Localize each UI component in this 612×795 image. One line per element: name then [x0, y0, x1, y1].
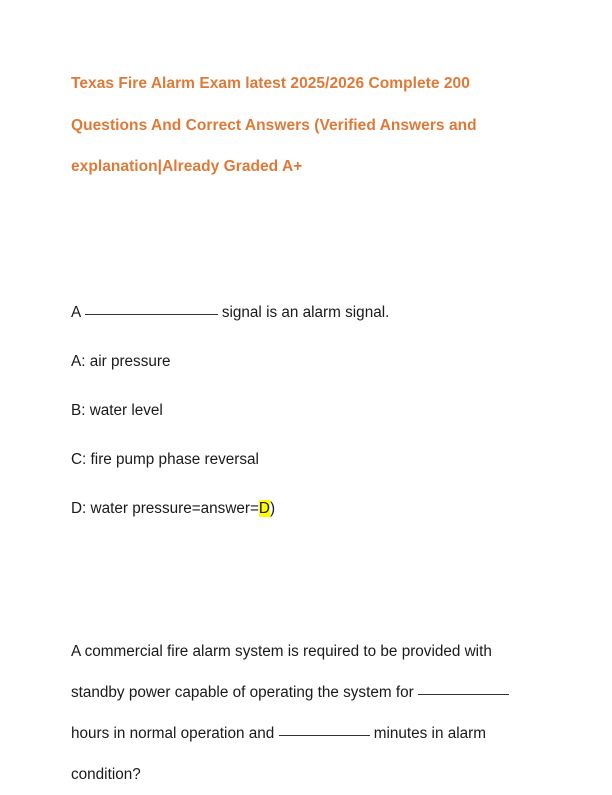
question-2-text [71, 631, 539, 795]
question-1-option-d [71, 484, 541, 533]
question-2-blank-hours [418, 694, 509, 695]
question-1-stem-suffix: signal is an alarm signal. [217, 303, 390, 321]
question-2-segment-3: minutes in alarm condition? [71, 724, 486, 783]
question-1-option-a: A: air pressure [71, 352, 171, 370]
document-title-line-1: Texas Fire Alarm Exam latest 2025/2026 Complete 200 [71, 75, 470, 92]
question-1-blank [85, 314, 218, 315]
question-1-option-c: C: fire pump phase reversal [71, 450, 259, 468]
question-1-option-d-suffix: ) [269, 499, 276, 517]
question-1-option-d-prefix: D: water pressure=answer= [71, 499, 259, 517]
question-1-option-b: B: water level [71, 401, 163, 419]
question-1-answer-highlight: D [258, 499, 270, 517]
document-title [71, 63, 539, 188]
question-1-stem-prefix: A [71, 303, 85, 321]
question-2-blank-minutes [279, 735, 370, 736]
question-2-segment-2: hours in normal operation and [71, 724, 279, 742]
document-title-line-3: and explanation|Already Graded A+ [71, 116, 477, 175]
title-body-spacer [71, 188, 541, 288]
document-content [71, 63, 541, 795]
question-2-segment-1: A commercial fire alarm system is required to be provided with standby power capable of operating the system for [71, 642, 492, 701]
question-1-stem [71, 288, 541, 337]
document-title-line-2: Questions And Correct Answers (Verified Answers [71, 116, 445, 134]
question-block-spacer [71, 533, 541, 631]
